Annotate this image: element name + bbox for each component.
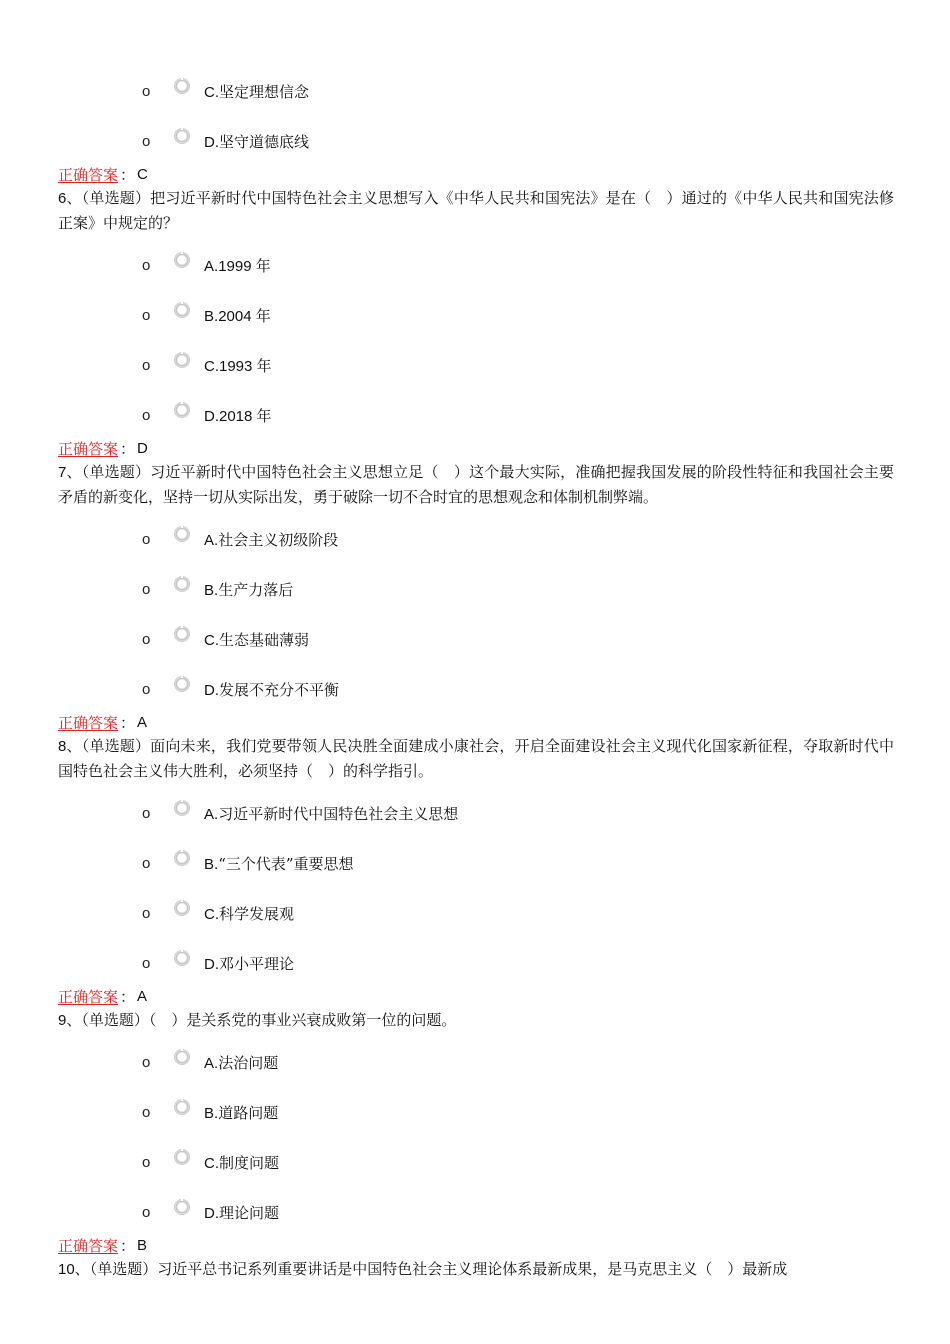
answer-value: D [137,439,148,457]
answer-label: 正确答案 [58,439,119,458]
list-bullet: o [142,132,151,150]
answer-label: 正确答案 [58,165,119,184]
list-bullet: o [142,1103,151,1121]
radio-button-icon[interactable] [174,1149,190,1165]
answer-value: C [137,165,148,183]
option-row[interactable] [142,402,272,428]
option-label: D.理论问题 [204,1203,280,1222]
list-bullet: o [142,1153,151,1171]
correct-answer: 正确答案 ： B [58,1236,148,1255]
radio-button-icon[interactable] [174,1099,190,1115]
option-label: C.坚定理想信念 [204,82,310,101]
list-bullet: o [142,580,151,598]
list-bullet: o [142,804,151,822]
list-bullet: o [142,82,151,100]
radio-button-icon[interactable] [174,676,190,692]
radio-button-icon[interactable] [174,78,190,94]
option-label: D.坚守道德底线 [204,132,310,151]
list-bullet: o [142,356,151,374]
option-label: D.发展不充分不平衡 [204,680,340,699]
radio-button-icon[interactable] [174,1199,190,1215]
radio-button-icon[interactable] [174,800,190,816]
option-row[interactable] [142,1199,279,1225]
option-row[interactable] [142,352,272,378]
option-row[interactable] [142,526,338,552]
answer-label: 正确答案 [58,713,119,732]
option-label: A.社会主义初级阶段 [204,530,339,549]
option-row[interactable] [142,676,339,702]
list-bullet: o [142,1203,151,1221]
radio-button-icon[interactable] [174,252,190,268]
option-label: C.生态基础薄弱 [204,630,310,649]
list-bullet: o [142,1053,151,1071]
option-row[interactable] [142,576,293,602]
option-row[interactable] [142,252,271,278]
answer-label: 正确答案 [58,987,119,1006]
option-row[interactable] [142,850,354,876]
radio-button-icon[interactable] [174,302,190,318]
question-text: 6、（单选题）把习近平新时代中国特色社会主义思想写入《中华人民共和国宪法》是在（ ）通过的《中华人民共和国宪法修正案》中规定的？ [58,189,894,232]
answer-label: 正确答案 [58,1236,119,1255]
correct-answer: 正确答案 ： D [58,439,148,458]
option-row[interactable] [142,950,294,976]
option-label: C.科学发展观 [204,904,295,923]
option-row[interactable] [142,128,309,154]
option-label: C.制度问题 [204,1153,280,1172]
question-text: 10、（单选题）习近平总书记系列重要讲话是中国特色社会主义理论体系最新成果，是马克思主义（ ）最新成 [58,1260,788,1278]
option-label: D.邓小平理论 [204,954,295,973]
radio-button-icon[interactable] [174,352,190,368]
radio-button-icon[interactable] [174,402,190,418]
answer-value: B [137,1236,148,1254]
list-bullet: o [142,904,151,922]
correct-answer: 正确答案 ： A [58,987,148,1006]
list-bullet: o [142,306,151,324]
list-bullet: o [142,680,151,698]
option-label: C.1993 年 [204,357,272,375]
option-row[interactable] [142,1149,279,1175]
correct-answer: 正确答案 ： C [58,165,148,184]
answer-value: A [137,987,148,1005]
option-label: B.2004 年 [204,307,271,325]
option-row[interactable] [142,302,271,328]
option-label: B.道路问题 [204,1103,279,1122]
correct-answer: 正确答案 ： A [58,713,148,732]
option-row[interactable] [142,800,458,826]
question-text: 7、（单选题）习近平新时代中国特色社会主义思想立足（ ）这个最大实际，准确把握我国发展的阶段性特征和我国社会主要矛盾的新变化，坚持一切从实际出发，勇于破除一切不合时宜的思想观念和体制机制弊端。 [58,463,894,506]
radio-button-icon[interactable] [174,576,190,592]
option-label: B.生产力落后 [204,580,294,599]
option-label: A.1999 年 [204,257,271,275]
list-bullet: o [142,854,151,872]
option-row[interactable] [142,1049,278,1075]
radio-button-icon[interactable] [174,626,190,642]
radio-button-icon[interactable] [174,128,190,144]
option-label: A.法治问题 [204,1053,279,1072]
option-label: B.“三个代表”重要思想 [204,854,354,873]
option-row[interactable] [142,626,309,652]
option-label: D.2018 年 [204,407,272,425]
list-bullet: o [142,630,151,648]
radio-button-icon[interactable] [174,1049,190,1065]
option-row[interactable] [142,78,309,104]
list-bullet: o [142,954,151,972]
option-row[interactable] [142,1099,278,1125]
option-row[interactable] [142,900,294,926]
option-label: A.习近平新时代中国特色社会主义思想 [204,804,459,823]
question-text: 8、（单选题）面向未来，我们党要带领人民决胜全面建成小康社会，开启全面建设社会主义现代化国家新征程，夺取新时代中国特色社会主义伟大胜利，必须坚持（ ）的科学指引。 [58,737,894,780]
answer-value: A [137,713,148,731]
list-bullet: o [142,406,151,424]
radio-button-icon[interactable] [174,950,190,966]
radio-button-icon[interactable] [174,850,190,866]
radio-button-icon[interactable] [174,900,190,916]
list-bullet: o [142,530,151,548]
question-text: 9、（单选题）（ ）是关系党的事业兴衰成败第一位的问题。 [58,1011,457,1029]
radio-button-icon[interactable] [174,526,190,542]
list-bullet: o [142,256,151,274]
